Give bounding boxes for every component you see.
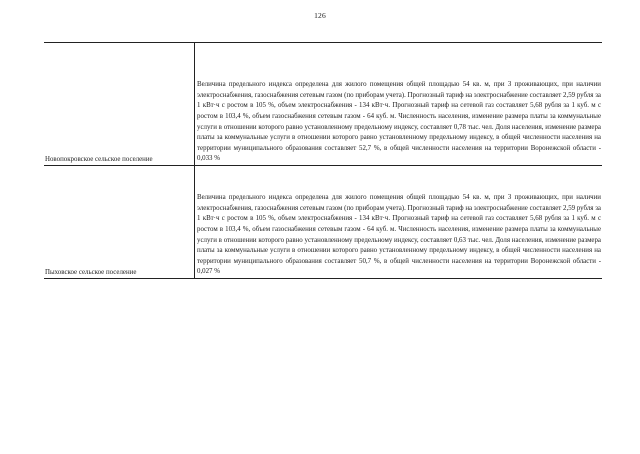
settlement-name-cell: Пыховское сельское поселение [44, 166, 195, 279]
settlement-name-cell: Новопокровское сельское поселение [44, 43, 195, 166]
description-cell [195, 166, 603, 279]
page-number: 126 [314, 11, 326, 20]
table-row [44, 43, 602, 166]
description-text: Величина предельного индекса определена для жилого помещения общей площадью 54 кв. м, при 3 проживающих, при наличии электроснабжения, газоснабжения сетевым газом (по приборам учета). Прогнозный тариф на электроснабжение составляет 2,59 рубля за 1 кВт·ч с ростом в 105 %, объем электроснабжения - 134 кВт·ч. Прогнозный тариф на сетевой газ составляет 5,68 рубля за 1 куб. м с ростом в 103,4 %, объем газоснабжения сетевым газом - 64 куб. м. Численность населения, изменение размера платы за коммунальные услуги в отношении которого равно установленному предельному индексу, составляет 0,78 тыс. чел. Доля населения, изменение размера платы за коммунальные услуги в отношении которого равно установленному предельному индексу, в общей численности населения на территории муниципального образования составляет 52,7 %, в общей численности населения на территории Воронежской области - 0,033 % [197, 81, 601, 163]
description-text: Величина предельного индекса определена для жилого помещения общей площадью 54 кв. м, при 3 проживающих, при наличии электроснабжения, газоснабжения сетевым газом (по приборам учета). Прогнозный тариф на электроснабжение составляет 2,59 рубля за 1 кВт·ч с ростом в 105 %, объем электроснабжения - 134 кВт·ч. Прогнозный тариф на сетевой газ составляет 5,68 рубля за 1 куб. м с ростом в 103,4 %, объем газоснабжения сетевым газом - 64 куб. м. Численность населения, изменение размера платы за коммунальные услуги в отношении которого равно установленному предельному индексу, составляет 0,63 тыс. чел. Доля населения, изменение размера платы за коммунальные услуги в отношении которого равно установленному предельному индексу, в общей численности населения на территории муниципального образования составляет 50,7 %, в общей численности населения на территории Воронежской области - 0,027 % [197, 194, 601, 276]
table-row [44, 166, 602, 279]
tariff-index-table [44, 42, 602, 279]
description-cell [195, 43, 603, 166]
